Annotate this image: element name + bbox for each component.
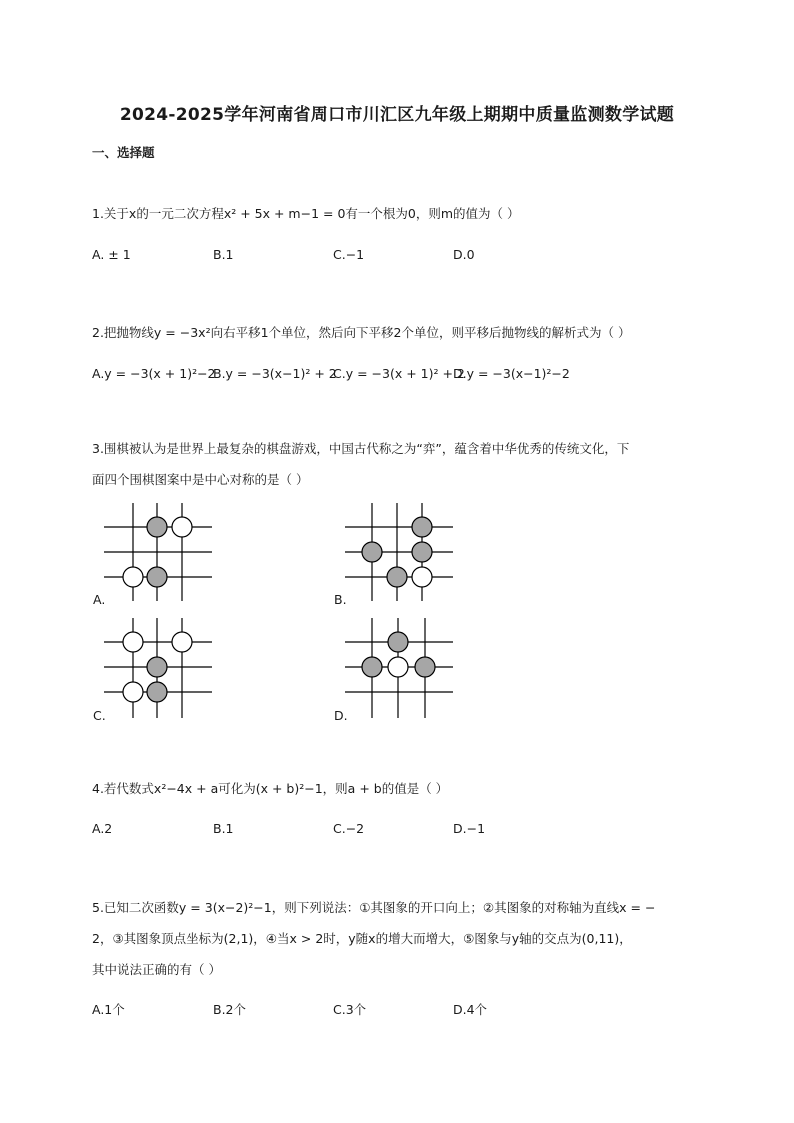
option-c[interactable]: C.−1 — [333, 247, 365, 262]
grey-stone — [147, 657, 167, 677]
question-5-stem-line-3: 其中说法正确的有（ ） — [92, 962, 221, 977]
white-stone — [172, 632, 192, 652]
option-a[interactable]: A.2 — [92, 821, 113, 836]
go-board-b[interactable] — [345, 503, 453, 601]
option-b[interactable]: B.y = −3(x−1)² + 2 — [213, 366, 337, 381]
go-board-c[interactable] — [104, 618, 212, 718]
option-d[interactable]: D.4个 — [453, 1002, 488, 1017]
grey-stone — [412, 542, 432, 562]
option-a[interactable]: A.y = −3(x + 1)²−2 — [92, 366, 216, 381]
grey-stone — [387, 567, 407, 587]
option-d[interactable]: D.−1 — [453, 821, 486, 836]
white-stone — [388, 657, 408, 677]
option-d[interactable]: D.y = −3(x−1)²−2 — [453, 366, 570, 381]
figure-label-a[interactable]: A. — [93, 592, 106, 607]
question-5-stem-line-1: 5.已知二次函数y = 3(x−2)²−1，则下列说法：①其图象的开口向上；②其图象的对称轴为直线x = − — [92, 900, 656, 915]
question-5-stem-line-2: 2，③其图象顶点坐标为(2,1)，④当x > 2时，y随x的增大而增大，⑤图象与y轴的交点为(0,11)， — [92, 931, 632, 946]
question-1-stem: 1.关于x的一元二次方程x² + 5x + m−1 = 0有一个根为0，则m的值为（ ） — [92, 206, 520, 221]
option-b[interactable]: B.2个 — [213, 1002, 247, 1017]
figure-label-c[interactable]: C. — [93, 708, 106, 723]
option-a[interactable]: A. ± 1 — [92, 247, 131, 262]
question-1-options — [92, 247, 702, 269]
option-c[interactable]: C.3个 — [333, 1002, 367, 1017]
go-board-d[interactable] — [345, 618, 453, 718]
option-c[interactable]: C.y = −3(x + 1)² + 2 — [333, 366, 465, 381]
grey-stone — [388, 632, 408, 652]
question-5-options — [92, 1000, 702, 1022]
option-d[interactable]: D.0 — [453, 247, 475, 262]
question-2-stem: 2.把抛物线y = −3x²向右平移1个单位，然后向下平移2个单位，则平移后抛物线的解析式为（ ） — [92, 325, 631, 340]
figure-label-b[interactable]: B. — [334, 592, 347, 607]
white-stone — [123, 567, 143, 587]
question-4-options — [92, 821, 702, 843]
question-2-options — [92, 366, 702, 388]
white-stone — [123, 682, 143, 702]
grey-stone — [412, 517, 432, 537]
section-heading: 一、选择题 — [92, 145, 155, 160]
question-3-stem-line-2: 面四个围棋图案中是中心对称的是（ ） — [92, 472, 309, 487]
option-a[interactable]: A.1个 — [92, 1002, 125, 1017]
grey-stone — [147, 517, 167, 537]
white-stone — [123, 632, 143, 652]
figure-label-d[interactable]: D. — [334, 708, 348, 723]
white-stone — [172, 517, 192, 537]
page-title: 2024-2025学年河南省周口市川汇区九年级上期期中质量监测数学试题 — [119, 105, 675, 125]
grey-stone — [147, 567, 167, 587]
option-b[interactable]: B.1 — [213, 247, 234, 262]
grey-stone — [147, 682, 167, 702]
option-c[interactable]: C.−2 — [333, 821, 365, 836]
grey-stone — [362, 542, 382, 562]
white-stone — [412, 567, 432, 587]
option-b[interactable]: B.1 — [213, 821, 234, 836]
question-3-stem-line-1: 3.围棋被认为是世界上最复杂的棋盘游戏，中国古代称之为“弈”，蕴含着中华优秀的传统文化，下 — [92, 441, 630, 456]
grey-stone — [415, 657, 435, 677]
grey-stone — [362, 657, 382, 677]
question-4-stem: 4.若代数式x²−4x + a可化为(x + b)²−1，则a + b的值是（ ） — [92, 781, 449, 796]
go-board-a[interactable] — [104, 503, 212, 601]
